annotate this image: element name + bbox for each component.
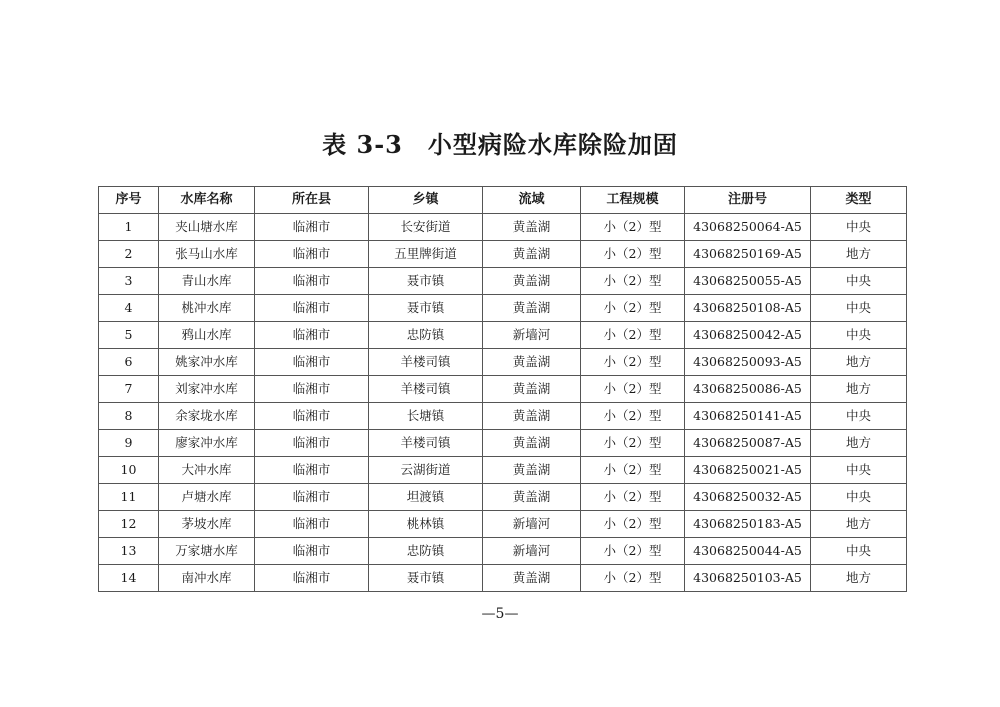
cell-county: 临湘市 bbox=[255, 511, 369, 538]
cell-index: 12 bbox=[99, 511, 159, 538]
cell-township: 长安街道 bbox=[369, 214, 483, 241]
cell-index: 10 bbox=[99, 457, 159, 484]
cell-township: 羊楼司镇 bbox=[369, 430, 483, 457]
cell-type: 中央 bbox=[811, 268, 907, 295]
table-title: 表 3-3 小型病险水库除险加固 bbox=[322, 130, 678, 159]
cell-basin: 黄盖湖 bbox=[483, 241, 581, 268]
header-township: 乡镇 bbox=[369, 187, 483, 214]
table-row bbox=[99, 322, 907, 349]
cell-basin: 黄盖湖 bbox=[483, 214, 581, 241]
cell-township: 聂市镇 bbox=[369, 295, 483, 322]
cell-registration: 43068250183-A5 bbox=[685, 511, 811, 538]
page-number: —5— bbox=[481, 606, 519, 622]
cell-reservoir-name: 卢塘水库 bbox=[159, 484, 255, 511]
cell-reservoir-name: 万家塘水库 bbox=[159, 538, 255, 565]
cell-basin: 黄盖湖 bbox=[483, 295, 581, 322]
cell-registration: 43068250086-A5 bbox=[685, 376, 811, 403]
cell-type: 地方 bbox=[811, 376, 907, 403]
cell-county: 临湘市 bbox=[255, 241, 369, 268]
cell-scale: 小（2）型 bbox=[581, 322, 685, 349]
cell-reservoir-name: 张马山水库 bbox=[159, 241, 255, 268]
cell-county: 临湘市 bbox=[255, 430, 369, 457]
cell-index: 6 bbox=[99, 349, 159, 376]
cell-type: 地方 bbox=[811, 349, 907, 376]
cell-county: 临湘市 bbox=[255, 565, 369, 592]
cell-type: 地方 bbox=[811, 565, 907, 592]
cell-type: 中央 bbox=[811, 538, 907, 565]
cell-scale: 小（2）型 bbox=[581, 241, 685, 268]
cell-basin: 黄盖湖 bbox=[483, 484, 581, 511]
cell-county: 临湘市 bbox=[255, 403, 369, 430]
cell-scale: 小（2）型 bbox=[581, 565, 685, 592]
cell-basin: 新墙河 bbox=[483, 511, 581, 538]
cell-county: 临湘市 bbox=[255, 349, 369, 376]
table-row bbox=[99, 376, 907, 403]
cell-scale: 小（2）型 bbox=[581, 268, 685, 295]
cell-township: 长塘镇 bbox=[369, 403, 483, 430]
cell-index: 11 bbox=[99, 484, 159, 511]
cell-reservoir-name: 姚家冲水库 bbox=[159, 349, 255, 376]
cell-scale: 小（2）型 bbox=[581, 538, 685, 565]
cell-township: 聂市镇 bbox=[369, 565, 483, 592]
cell-registration: 43068250169-A5 bbox=[685, 241, 811, 268]
cell-type: 地方 bbox=[811, 430, 907, 457]
cell-basin: 黄盖湖 bbox=[483, 376, 581, 403]
cell-township: 羊楼司镇 bbox=[369, 349, 483, 376]
cell-index: 3 bbox=[99, 268, 159, 295]
cell-township: 忠防镇 bbox=[369, 538, 483, 565]
cell-township: 忠防镇 bbox=[369, 322, 483, 349]
cell-type: 中央 bbox=[811, 457, 907, 484]
cell-reservoir-name: 余家垅水库 bbox=[159, 403, 255, 430]
cell-registration: 43068250064-A5 bbox=[685, 214, 811, 241]
header-county: 所在县 bbox=[255, 187, 369, 214]
cell-basin: 新墙河 bbox=[483, 322, 581, 349]
table-row bbox=[99, 403, 907, 430]
cell-reservoir-name: 青山水库 bbox=[159, 268, 255, 295]
table-row bbox=[99, 295, 907, 322]
cell-township: 五里牌街道 bbox=[369, 241, 483, 268]
cell-registration: 43068250108-A5 bbox=[685, 295, 811, 322]
cell-scale: 小（2）型 bbox=[581, 430, 685, 457]
cell-county: 临湘市 bbox=[255, 295, 369, 322]
reservoir-table bbox=[98, 186, 907, 592]
table-row bbox=[99, 511, 907, 538]
cell-registration: 43068250044-A5 bbox=[685, 538, 811, 565]
table-row bbox=[99, 484, 907, 511]
cell-county: 临湘市 bbox=[255, 268, 369, 295]
cell-reservoir-name: 刘家冲水库 bbox=[159, 376, 255, 403]
cell-basin: 黄盖湖 bbox=[483, 430, 581, 457]
table-header-row bbox=[99, 187, 907, 214]
cell-reservoir-name: 大冲水库 bbox=[159, 457, 255, 484]
cell-county: 临湘市 bbox=[255, 376, 369, 403]
cell-scale: 小（2）型 bbox=[581, 376, 685, 403]
cell-county: 临湘市 bbox=[255, 457, 369, 484]
cell-type: 地方 bbox=[811, 511, 907, 538]
table-body bbox=[99, 214, 907, 592]
header-reservoir-name: 水库名称 bbox=[159, 187, 255, 214]
cell-reservoir-name: 廖家冲水库 bbox=[159, 430, 255, 457]
cell-type: 中央 bbox=[811, 214, 907, 241]
table-row bbox=[99, 241, 907, 268]
cell-basin: 黄盖湖 bbox=[483, 268, 581, 295]
cell-reservoir-name: 桃冲水库 bbox=[159, 295, 255, 322]
cell-basin: 黄盖湖 bbox=[483, 565, 581, 592]
table-row bbox=[99, 349, 907, 376]
cell-index: 4 bbox=[99, 295, 159, 322]
cell-registration: 43068250087-A5 bbox=[685, 430, 811, 457]
cell-county: 临湘市 bbox=[255, 538, 369, 565]
cell-reservoir-name: 夹山塘水库 bbox=[159, 214, 255, 241]
cell-county: 临湘市 bbox=[255, 484, 369, 511]
cell-township: 聂市镇 bbox=[369, 268, 483, 295]
cell-type: 中央 bbox=[811, 403, 907, 430]
cell-scale: 小（2）型 bbox=[581, 457, 685, 484]
cell-township: 坦渡镇 bbox=[369, 484, 483, 511]
cell-type: 地方 bbox=[811, 241, 907, 268]
cell-reservoir-name: 鸦山水库 bbox=[159, 322, 255, 349]
cell-basin: 黄盖湖 bbox=[483, 349, 581, 376]
cell-township: 云湖街道 bbox=[369, 457, 483, 484]
cell-county: 临湘市 bbox=[255, 322, 369, 349]
cell-reservoir-name: 茅坡水库 bbox=[159, 511, 255, 538]
cell-county: 临湘市 bbox=[255, 214, 369, 241]
cell-index: 7 bbox=[99, 376, 159, 403]
cell-index: 14 bbox=[99, 565, 159, 592]
cell-type: 中央 bbox=[811, 322, 907, 349]
cell-scale: 小（2）型 bbox=[581, 295, 685, 322]
cell-registration: 43068250093-A5 bbox=[685, 349, 811, 376]
cell-type: 中央 bbox=[811, 295, 907, 322]
table-row bbox=[99, 565, 907, 592]
cell-registration: 43068250103-A5 bbox=[685, 565, 811, 592]
header-scale: 工程规模 bbox=[581, 187, 685, 214]
table-row bbox=[99, 538, 907, 565]
cell-index: 13 bbox=[99, 538, 159, 565]
cell-reservoir-name: 南冲水库 bbox=[159, 565, 255, 592]
cell-basin: 新墙河 bbox=[483, 538, 581, 565]
cell-scale: 小（2）型 bbox=[581, 403, 685, 430]
cell-index: 1 bbox=[99, 214, 159, 241]
header-index: 序号 bbox=[99, 187, 159, 214]
header-registration: 注册号 bbox=[685, 187, 811, 214]
cell-scale: 小（2）型 bbox=[581, 349, 685, 376]
cell-index: 2 bbox=[99, 241, 159, 268]
cell-index: 9 bbox=[99, 430, 159, 457]
cell-registration: 43068250141-A5 bbox=[685, 403, 811, 430]
table-row bbox=[99, 457, 907, 484]
cell-registration: 43068250042-A5 bbox=[685, 322, 811, 349]
cell-registration: 43068250021-A5 bbox=[685, 457, 811, 484]
table-row bbox=[99, 268, 907, 295]
cell-scale: 小（2）型 bbox=[581, 511, 685, 538]
table-row bbox=[99, 430, 907, 457]
cell-basin: 黄盖湖 bbox=[483, 403, 581, 430]
cell-basin: 黄盖湖 bbox=[483, 457, 581, 484]
table-row bbox=[99, 214, 907, 241]
cell-township: 桃林镇 bbox=[369, 511, 483, 538]
cell-type: 中央 bbox=[811, 484, 907, 511]
cell-scale: 小（2）型 bbox=[581, 484, 685, 511]
header-basin: 流域 bbox=[483, 187, 581, 214]
cell-index: 5 bbox=[99, 322, 159, 349]
header-type: 类型 bbox=[811, 187, 907, 214]
cell-registration: 43068250055-A5 bbox=[685, 268, 811, 295]
cell-township: 羊楼司镇 bbox=[369, 376, 483, 403]
cell-registration: 43068250032-A5 bbox=[685, 484, 811, 511]
cell-scale: 小（2）型 bbox=[581, 214, 685, 241]
cell-index: 8 bbox=[99, 403, 159, 430]
